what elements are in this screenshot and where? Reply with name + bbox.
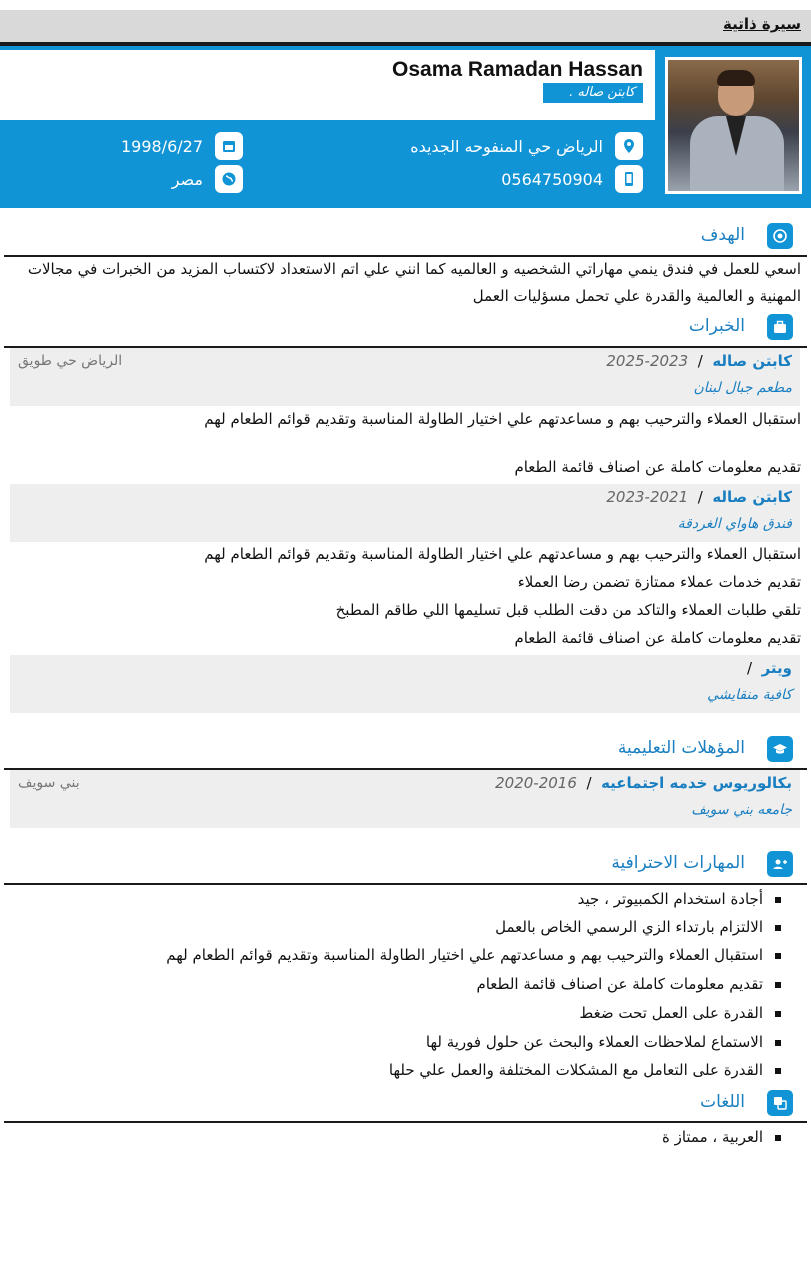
education-title: المؤهلات التعليمية — [617, 738, 745, 758]
experience-1-role-line: كابتن صاله / 2023-2025 — [606, 352, 792, 370]
skill-item: الالتزام بارتداء الزي الرسمي الخاص بالعمل — [495, 918, 781, 936]
document-title: سيرة ذاتية — [723, 15, 801, 33]
skill-item: القدرة على العمل تحت ضغط — [579, 1004, 781, 1022]
experience-1-duty-1: استقبال العملاء والترحيب بهم و مساعدتهم علي اختيار الطاولة المناسبة وتقديم قوائم الطعام لهم — [204, 410, 801, 428]
experience-1-period: 2023-2025 — [606, 352, 689, 370]
profile-header — [0, 50, 811, 208]
experience-1-location: الرياض حي طويق — [18, 353, 123, 369]
experience-entry-3 — [10, 655, 800, 713]
profile-job-title: كابتن صاله . — [543, 83, 643, 103]
skills-title: المهارات الاحترافية — [611, 853, 745, 873]
education-heading — [0, 735, 811, 765]
graduation-cap-icon — [767, 736, 793, 762]
calendar-icon — [215, 132, 243, 160]
experience-entry-2 — [10, 484, 800, 542]
experience-entry-1 — [10, 348, 800, 406]
experience-heading — [0, 313, 811, 343]
globe-icon — [215, 165, 243, 193]
birthdate-item — [121, 132, 243, 160]
briefcase-icon — [767, 314, 793, 340]
profile-name: Osama Ramadan Hassan — [392, 58, 643, 81]
mobile-phone-icon — [615, 165, 643, 193]
skill-item: الاستماع لملاحظات العملاء والبحث عن حلول فورية لها — [426, 1033, 781, 1051]
objective-heading — [0, 222, 811, 252]
experience-3-role: ويتر — [761, 659, 792, 677]
experience-2-role-line: كابتن صاله / 2021-2023 — [606, 488, 792, 506]
experience-3-role-line: ويتر / — [746, 659, 792, 677]
address-text: الرياض حي المنفوحه الجديده — [410, 136, 603, 156]
languages-heading — [0, 1089, 811, 1119]
education-entry — [10, 770, 800, 828]
experience-2-duty-1: استقبال العملاء والترحيب بهم و مساعدتهم علي اختيار الطاولة المناسبة وتقديم قوائم الطعام لهم — [204, 545, 801, 563]
education-degree: بكالوريوس خدمه اجتماعيه — [601, 774, 792, 792]
objective-line-1: اسعي للعمل في فندق ينمي مهاراتي الشخصيه و العالميه كما انني علي اتم الاستعداد لاكتساب المزيد من الخبرات في مجالات — [27, 260, 801, 278]
contact-band — [0, 120, 655, 206]
skill-item: تقديم معلومات كاملة عن اصناف قائمة الطعام — [476, 975, 781, 993]
experience-title: الخبرات — [688, 316, 745, 336]
experience-1-role: كابتن صاله — [712, 352, 792, 370]
phone-text: 0564750904 — [501, 169, 603, 189]
education-location: بني سويف — [18, 775, 80, 791]
nationality-item — [172, 165, 243, 193]
document-title-bar — [0, 10, 811, 42]
phone-item — [501, 165, 643, 193]
languages-rule — [4, 1121, 807, 1123]
translate-icon — [767, 1090, 793, 1116]
experience-2-duty-4: تقديم معلومات كاملة عن اصناف قائمة الطعام — [514, 629, 801, 647]
experience-2-duty-2: تقديم خدمات عملاء ممتازة تضمن رضا العملاء — [517, 573, 801, 591]
header-divider — [0, 206, 811, 208]
address-item — [410, 132, 643, 160]
skill-item: القدرة على التعامل مع المشكلات المختلفة والعمل علي حلها — [389, 1061, 781, 1079]
education-degree-line: بكالوريوس خدمه اجتماعيه / 2016-2020 — [495, 774, 792, 792]
experience-2-role: كابتن صاله — [712, 488, 792, 506]
experience-2-duty-3: تلقي طلبات العملاء والتاكد من دقت الطلب قبل تسليمها اللي طاقم المطبخ — [335, 601, 801, 619]
education-period: 2016-2020 — [495, 774, 577, 792]
language-item: العربية ، ممتاز ة — [662, 1128, 781, 1146]
experience-2-period: 2021-2023 — [606, 488, 689, 506]
experience-1-duty-2: تقديم معلومات كاملة عن اصناف قائمة الطعام — [514, 458, 801, 476]
skill-item: أجادة استخدام الكمبيوتر ، جيد — [578, 890, 781, 908]
skill-item: استقبال العملاء والترحيب بهم و مساعدتهم علي اختيار الطاولة المناسبة وتقديم قوائم الطعام لهم — [166, 946, 781, 964]
users-icon — [767, 851, 793, 877]
education-school: جامعه بني سويف — [691, 802, 792, 818]
experience-2-org: فندق هاواي الغردقة — [677, 516, 792, 532]
objective-title: الهدف — [700, 225, 745, 245]
name-area — [0, 50, 655, 120]
objective-line-2: المهنية و العالمية والقدرة علي تحمل مسؤليات العمل — [472, 287, 801, 305]
experience-1-org: مطعم جبال لبنان — [693, 380, 792, 396]
languages-title: اللغات — [700, 1092, 745, 1112]
photo-frame — [655, 50, 811, 206]
birthdate-text: 1998/6/27 — [120, 136, 203, 156]
skills-heading — [0, 850, 811, 880]
skills-rule — [4, 883, 807, 885]
profile-photo — [665, 57, 802, 194]
nationality-text: مصر — [171, 169, 203, 189]
location-pin-icon — [615, 132, 643, 160]
experience-3-org: كافية منقايشي — [707, 687, 792, 703]
target-icon — [767, 223, 793, 249]
